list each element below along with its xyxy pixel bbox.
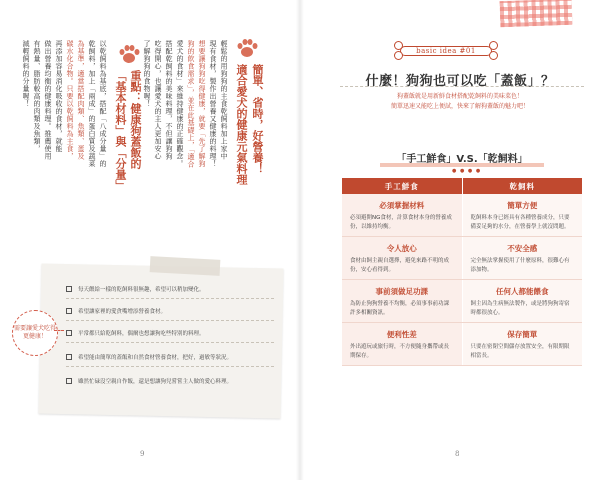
table-cell	[342, 280, 463, 322]
table-cell	[342, 194, 463, 236]
section1-heading-col2: 適合愛犬的健康元氣料理	[235, 64, 248, 185]
divider	[66, 298, 274, 299]
section2-body-col: 有熱量、脂肪較高的肉類及魚類，	[33, 40, 41, 153]
decorative-dots: ● ● ● ●	[452, 168, 482, 174]
section1-body-col: 了解狗狗的食物喔！	[143, 40, 151, 108]
checklist-item	[66, 326, 205, 340]
section2-body-col: 為基準，適當搭配肉類、魚類、蛋及	[77, 40, 85, 160]
divider	[340, 86, 584, 87]
cell-title: 令人放心	[386, 244, 417, 253]
section2-heading-col1: 重點：健康狗蓋飯的	[129, 70, 142, 169]
divider	[66, 320, 274, 321]
table-row	[342, 323, 582, 366]
table-row	[342, 194, 582, 237]
section1-body-col: 愛犬的食材」來維持健康的正確觀念。	[176, 40, 184, 168]
cell-title: 簡單方便	[507, 201, 538, 210]
checkbox-icon	[66, 378, 72, 384]
checklist-item	[66, 350, 232, 364]
cell-body: 乾飼料本身已經具有各種營養成分，只要備妥足夠的水分，在營養學上就沒問題。	[470, 215, 570, 230]
page-title: 什麼！狗狗也可以吃「蓋飯」？	[365, 74, 555, 89]
table-header	[342, 178, 582, 194]
section2-body-col: 再添加容易消化吸收的食材，就能	[55, 40, 63, 153]
speech-bubble	[12, 310, 58, 356]
checkbox-icon	[66, 286, 72, 292]
section2-body-col: 做出營養均衡的健康料理。推薦使用	[44, 40, 52, 160]
section1-body-col: 想要讓狗狗吃得健康，就要「先了解狗	[198, 40, 206, 168]
section1-body-col: 吃得開心，也讓愛犬的主人更加安心	[154, 40, 162, 160]
section2-body-col: 以乾飼料為基底，搭配「八成分量」的	[99, 40, 107, 168]
cell-title: 必須掌握材料	[379, 201, 425, 210]
speech-bubble-tail	[54, 330, 64, 331]
cell-body: 外出遊玩或旅行時，不方便隨身攜帶或長期保存。	[350, 344, 450, 359]
comparison-table	[342, 178, 582, 366]
checklist-item-text: 雖然忙碌沒空親自作飯，還是想讓狗兒嘗嘗主人做的愛心料理。	[78, 379, 233, 385]
table-cell	[463, 237, 583, 279]
cell-title: 任何人都能餵食	[496, 287, 549, 296]
subtitle-line: 簡單迅速又能吃上便試，快來了解狗蓋飯的魅力吧！	[390, 103, 529, 110]
speech-bubble-text: 需要讓愛犬吃得更健康！	[13, 325, 56, 340]
tag-label: basic idea #01	[416, 47, 476, 55]
compare-title: 「手工鮮食」V.S.「乾飼料」	[396, 154, 528, 165]
cell-title: 便利性差	[386, 330, 417, 339]
page-number-right: 8	[455, 450, 460, 458]
page-number-left: 9	[140, 450, 145, 458]
checklist-item	[66, 282, 205, 296]
table-row	[342, 237, 582, 280]
checklist-item	[66, 374, 232, 388]
checklist-item-text: 每天餵給一樣的乾飼料很無趣，希望可以稍加變化。	[78, 287, 205, 293]
column-header-kibble: 乾飼料	[509, 181, 535, 191]
section1-body-col: 搭配乾飼料的美味料理，不但讓狗狗	[165, 40, 173, 160]
table-cell	[463, 280, 583, 322]
table-cell	[342, 323, 463, 365]
divider	[66, 342, 274, 343]
checklist-item-text: 平常都只給乾飼料，偶爾也想讓狗吃些特別的料理。	[78, 331, 205, 337]
section2-body-col: 乾飼料，加上「兩成」的蛋白質及蔬菜	[88, 40, 96, 168]
cell-title: 事前須做足功課	[375, 287, 428, 296]
section2-body-col: 碳水化合物。只要以乾飼料為主食，	[66, 40, 74, 160]
subtitle-line: 狗蓋飯就是用新鮮食材搭配乾飼料的美味菜色！	[396, 93, 523, 100]
divider	[66, 366, 274, 367]
checkbox-icon	[66, 354, 72, 360]
section2-heading-col2: 「基本材料」與「分量」	[114, 70, 127, 191]
cell-body: 食材由飼主親自選擇，避免來路不明的成份，安心看得到。	[350, 258, 450, 273]
gingham-tape	[500, 0, 573, 27]
checklist-item-text: 希望讓家裡的愛貪嘴增添營養食材。	[78, 309, 167, 315]
table-cell	[463, 323, 583, 365]
cell-title: 保存簡單	[507, 330, 538, 339]
cell-body: 只要在密閉空間儲存放置安全，有限期限相當長。	[470, 344, 570, 359]
table-row	[342, 280, 582, 323]
cell-body: 飼主因為生病無法製作，或是將狗狗寄宿時都很放心。	[470, 301, 570, 316]
section1-body-col: 現有食材，製作出營養又健康的料理！	[209, 40, 217, 168]
section2-body-col: 減輕飼料的分量喔！	[22, 40, 30, 108]
cell-body: 為防止狗狗營養不均衡，必須事事前功課許多相關資訊。	[350, 301, 450, 316]
paw-icon	[118, 44, 140, 64]
checkbox-icon	[66, 330, 72, 336]
table-cell	[463, 194, 583, 236]
section1-body-col: 狗的飲食需求」，並在此基礎上，「適合	[187, 40, 195, 168]
paw-icon	[236, 38, 258, 58]
book-gutter	[296, 0, 304, 480]
section1-body-col: 輕鬆的用狗狗的主食乾飼料加上家中	[220, 40, 228, 160]
column-header-homemade: 手工鮮食	[342, 178, 463, 194]
checkbox-icon	[66, 308, 72, 314]
table-cell	[342, 237, 463, 279]
cell-title: 不安全感	[507, 244, 538, 253]
cell-body: 必須避開NG食材，計算食材本身的營養成份，以維持均衡。	[350, 215, 452, 230]
checklist-item-text: 希望能由簡單的蓋飯和自然食材營養食材，把好，過敏等狀況。	[78, 355, 233, 361]
section1-heading-col1: 簡單、省時，好營養！	[251, 64, 264, 174]
cell-body: 完全無法掌握使用了什麼原料，很難心有添加物。	[470, 258, 570, 273]
checklist-item	[66, 304, 166, 318]
